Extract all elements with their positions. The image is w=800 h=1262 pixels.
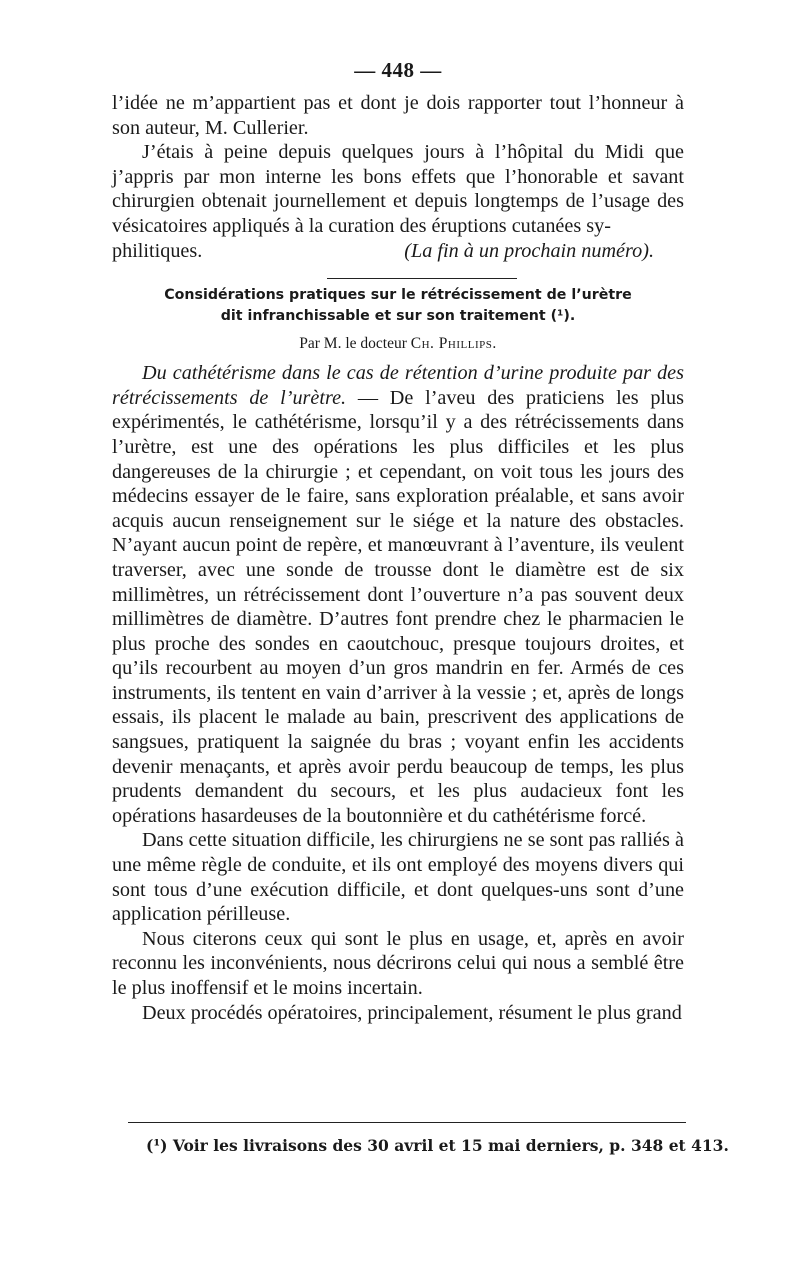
page-body (112, 58, 684, 1025)
paragraph-end-line (112, 239, 684, 264)
paragraph-continued: l’idée ne m’appartient pas et dont je dois rapporter tout l’honneur à son auteur, M. Cullerier. (112, 92, 684, 139)
paragraph-nous-citerons: Nous citerons ceux qui sont le plus en usage, et, après en avoir reconnu les inconvénients, nous décrirons celui qui nous a semblé être le plus inoffensif et le moins incertain. (112, 927, 684, 999)
footnote-rule (128, 1122, 686, 1123)
section-separator-rule (327, 278, 517, 279)
article-heading-line-2: dit infranchissable et sur son traitement (¹). (220, 308, 576, 325)
paragraph-situation-difficile: Dans cette situation difficile, les chirurgiens ne se sont pas ralliés à une même règle de conduite, et ils ont employé des moyens divers qui sont tous d’une exécution difficile, et dont quelques-uns sont d’une application périlleuse. (112, 829, 684, 926)
paragraph-catheterisme-text: — De l’aveu des praticiens les plus expérimentés, le cathétérisme, lorsqu’il y a des rétrécissements dans l’urètre, est une des opérations les plus difficiles et les plus dangereuses de la chirurgie ; et cependant, on voit tous les jours des médecins essayer de le faire, sans exploration préalable, et sans avoir acquis aucun renseignement sur le siége et la nature des obstacles. N’ayant aucun point de repère, et manœuvrant à l’aventure, ils veulent traverser, avec une sonde de trousse dont le diamètre est de six millimètres, un rétrécissement dont l’ouverture n’a pas souvent deux millimètres de diamètre. D’autres font prendre chez le pharmacien le plus proche des sondes en caoutchouc, presque toujours droites, et qu’ils recourbent au moyen d’un gros mandrin en fer. Armés de ces instruments, ils tentent en vain d’arriver à la vessie ; et, après de longs essais, ils placent le malade au bain, prescrivent des applications de sangsues, pratiquent la saignée du bras ; voyant enfin les accidents devenir menaçants, et après avoir perdu beaucoup de temps, les plus prudents demandent du secours, et les plus audacieux font les opérations hasardeuses de la boutonnière et du cathétérisme forcé. (112, 386, 684, 827)
article-heading (112, 285, 684, 327)
article-heading-line-1: Considérations pratiques sur le rétrécissement de l’urètre (164, 287, 632, 304)
article-byline (112, 335, 684, 353)
footnote: (¹) Voir les livraisons des 30 avril et 15 mai derniers, p. 348 et 413. (146, 1136, 729, 1155)
page-number: — 448 — (354, 58, 442, 82)
paragraph-catheterisme (112, 361, 684, 828)
section-subtitle-italic: Du cathétérisme dans le cas de rétention d’urine produite par des rétrécissements de l’urètre. (112, 362, 684, 409)
byline-author: Ch. Phillips. (410, 335, 497, 353)
continuation-note: (La fin à un prochain numéro). (404, 239, 654, 262)
paragraph-end-word: philitiques. (112, 239, 203, 262)
byline-prefix: Par M. le docteur (299, 335, 407, 353)
paragraph-hopital-du-midi: J’étais à peine depuis quelques jours à l’hôpital du Midi que j’appris par mon interne les bons effets que l’honorable et savant chirurgien obtenait journellement et depuis longtemps de l’usage des vésicatoires appliqués à la curation des éruptions cutanées sy- (112, 141, 684, 237)
paragraph-deux-procedes: Deux procédés opératoires, principalement, résument le plus grand (142, 1001, 682, 1024)
